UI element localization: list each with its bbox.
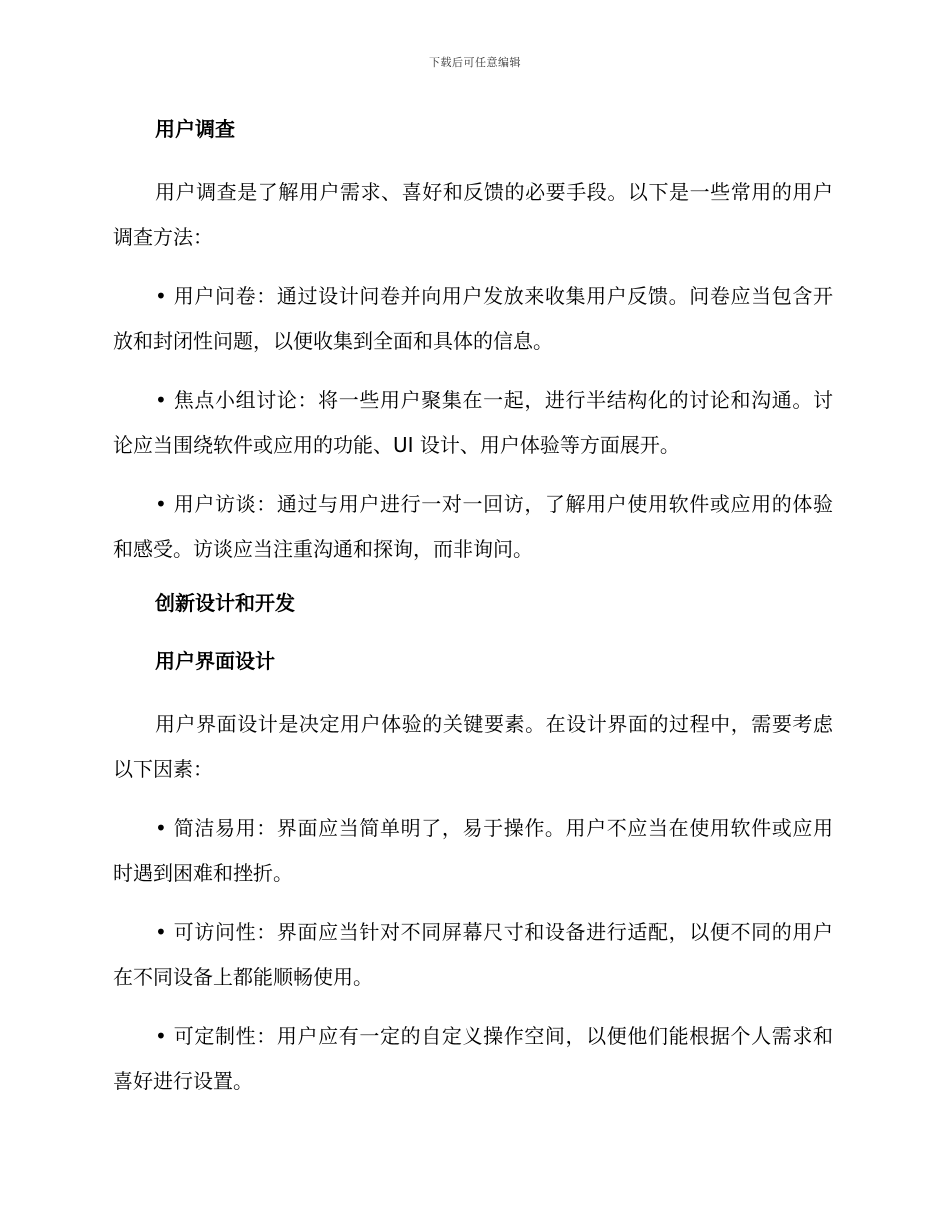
section-heading-innovation: 创新设计和开发	[155, 591, 295, 615]
list-item-simplicity: • 简洁易用：界面应当简单明了，易于操作。用户不应当在使用软件或应用时遇到困难和挫折。	[113, 816, 833, 885]
list-item-customizability: • 可定制性：用户应有一定的自定义操作空间，以便他们能根据个人需求和喜好进行设置。	[113, 1024, 833, 1093]
section-heading-user-survey: 用户调查	[155, 117, 235, 141]
list-item-accessibility: • 可访问性：界面应当针对不同屏幕尺寸和设备进行适配，以便不同的用户在不同设备上都能顺畅使用。	[113, 920, 833, 989]
paragraph-survey-intro: 用户调查是了解用户需求、喜好和反馈的必要手段。以下是一些常用的用户调查方法：	[113, 180, 833, 249]
list-item-interview: • 用户访谈：通过与用户进行一对一回访，了解用户使用软件或应用的体验和感受。访谈应当注重沟通和探询，而非询问。	[113, 492, 833, 561]
header-note: 下载后可任意编辑	[429, 56, 521, 69]
document-body	[113, 112, 833, 1118]
section-heading-ui-design: 用户界面设计	[155, 649, 275, 673]
list-item-questionnaire: • 用户问卷：通过设计问卷并向用户发放来收集用户反馈。问卷应当包含开放和封闭性问题，以便收集到全面和具体的信息。	[113, 284, 833, 353]
paragraph-ui-intro: 用户界面设计是决定用户体验的关键要素。在设计界面的过程中，需要考虑以下因素：	[113, 712, 833, 781]
list-item-focus-group: • 焦点小组讨论：将一些用户聚集在一起，进行半结构化的讨论和沟通。讨论应当围绕软件或应用的功能、UI 设计、用户体验等方面展开。	[113, 388, 833, 457]
